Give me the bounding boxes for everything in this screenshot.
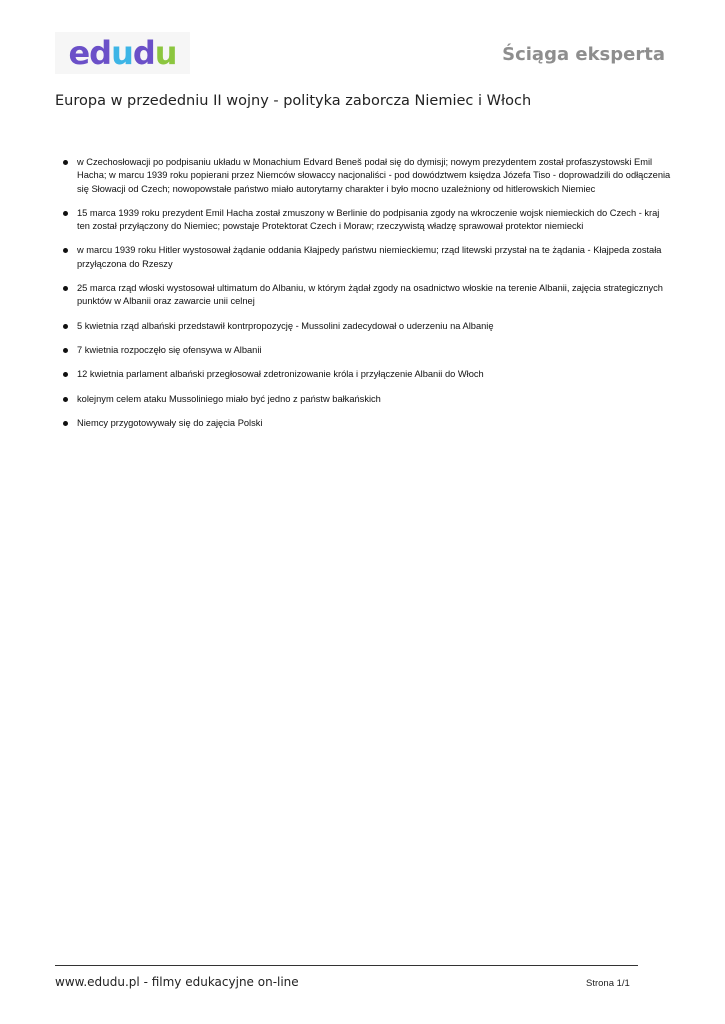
list-item: 15 marca 1939 roku prezydent Emil Hacha został zmuszony w Berlinie do podpisania zgody na wkroczenie wojsk niemieckich do Czech - kraj ten został przyłączony do Niemiec; powstaje Protektorat Czech i Moraw; rzeczywistą władzę sprawował protektor niemiecki [63, 207, 673, 234]
list-item: kolejnym celem ataku Mussoliniego miało być jedno z państw bałkańskich [63, 393, 673, 406]
list-item: 25 marca rząd włoski wystosował ultimatum do Albaniu, w którym żądał zgody na osadnictwo włoskie na terenie Albanii, zajęcia strategicznych punktów w Albanii oraz zawarcie unii celnej [63, 282, 673, 309]
edudu-logo[interactable] [55, 32, 190, 74]
header-label: Ściąga eksperta [502, 44, 665, 65]
list-item: w marcu 1939 roku Hitler wystosował żądanie oddania Kłajpedy państwu niemieckiemu; rząd litewski przystał na te żądania - Kłajpeda została przyłączona do Rzeszy [63, 244, 673, 271]
bullet-list [63, 156, 673, 441]
page-title: Europa w przededniu II wojny - polityka zaborcza Niemiec i Włoch [55, 93, 532, 109]
list-item: Niemcy przygotowywały się do zajęcia Polski [63, 417, 673, 430]
list-item: 12 kwietnia parlament albański przegłosował zdetronizowanie króla i przyłączenie Albanii do Włoch [63, 368, 673, 381]
page-number: Strona 1/1 [586, 978, 630, 989]
logo-letter: u [111, 34, 133, 72]
logo-letter: d [132, 34, 155, 72]
footer-divider [55, 965, 638, 966]
list-item: w Czechosłowacji po podpisaniu układu w Monachium Edvard Beneš podał się do dymisji; nowym prezydentem został profaszystowski Emil Hacha; w marcu 1939 roku popierani przez Niemców słowaccy nacjonaliści - pod dowództwem księdza Józefa Tiso - doprowadzili do odłączenia się Słowacji od Czech; nowopowstałe państwo miało autorytarny charakter i było mocno uzależniony od hitlerowskich Niemiec [63, 156, 673, 196]
footer-site-link[interactable]: www.edudu.pl - filmy edukacyjne on-line [55, 975, 299, 989]
list-item: 7 kwietnia rozpoczęło się ofensywa w Albanii [63, 344, 673, 357]
logo-letter: u [154, 34, 177, 72]
logo-letter: e [68, 34, 90, 72]
logo-letter: d [89, 34, 112, 72]
list-item: 5 kwietnia rząd albański przedstawił kontrpropozycję - Mussolini zadecydował o uderzeniu na Albanię [63, 320, 673, 333]
